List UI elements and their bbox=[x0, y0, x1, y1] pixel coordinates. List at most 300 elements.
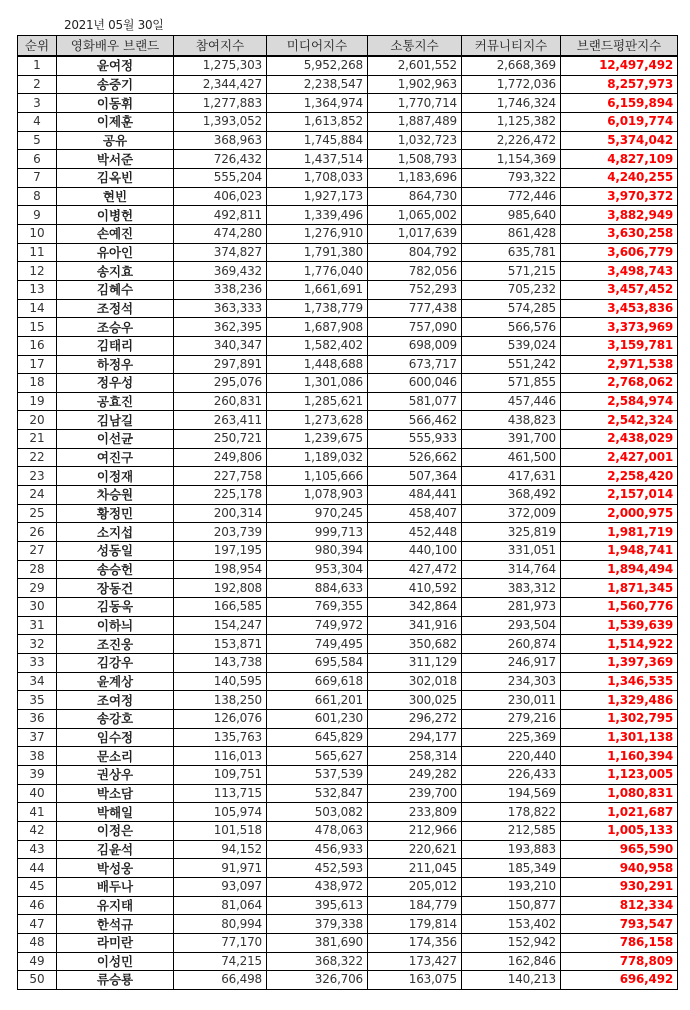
table-header-row bbox=[18, 36, 678, 57]
actor-name-cell: 김강우 bbox=[57, 654, 174, 673]
table-row bbox=[18, 318, 678, 337]
brand-index-cell: 6,019,774 bbox=[561, 112, 678, 131]
communication-cell: 294,177 bbox=[368, 728, 462, 747]
brand-index-cell: 2,427,001 bbox=[561, 448, 678, 467]
brand-index-cell: 3,453,836 bbox=[561, 299, 678, 318]
actor-name-cell: 이하늬 bbox=[57, 616, 174, 635]
community-cell: 193,210 bbox=[462, 877, 561, 896]
media-cell: 5,952,268 bbox=[267, 56, 368, 75]
community-cell: 574,285 bbox=[462, 299, 561, 318]
media-cell: 1,582,402 bbox=[267, 336, 368, 355]
media-cell: 769,355 bbox=[267, 598, 368, 617]
table-row bbox=[18, 821, 678, 840]
communication-cell: 300,025 bbox=[368, 691, 462, 710]
communication-cell: 179,814 bbox=[368, 915, 462, 934]
participation-cell: 91,971 bbox=[174, 859, 267, 878]
actor-name-cell: 유아인 bbox=[57, 243, 174, 262]
brand-index-cell: 1,871,345 bbox=[561, 579, 678, 598]
rank-cell: 6 bbox=[18, 150, 57, 169]
communication-cell: 777,438 bbox=[368, 299, 462, 318]
media-cell: 601,230 bbox=[267, 709, 368, 728]
actor-name-cell: 윤여정 bbox=[57, 56, 174, 75]
table-row bbox=[18, 915, 678, 934]
participation-cell: 200,314 bbox=[174, 504, 267, 523]
brand-index-cell: 1,514,922 bbox=[561, 635, 678, 654]
brand-index-cell: 6,159,894 bbox=[561, 94, 678, 113]
table-row bbox=[18, 336, 678, 355]
table-row bbox=[18, 392, 678, 411]
communication-cell: 600,046 bbox=[368, 374, 462, 393]
media-cell: 1,273,628 bbox=[267, 411, 368, 430]
table-row bbox=[18, 672, 678, 691]
brand-index-cell: 696,492 bbox=[561, 971, 678, 990]
participation-cell: 363,333 bbox=[174, 299, 267, 318]
participation-cell: 406,023 bbox=[174, 187, 267, 206]
community-cell: 635,781 bbox=[462, 243, 561, 262]
media-cell: 395,613 bbox=[267, 896, 368, 915]
rank-cell: 4 bbox=[18, 112, 57, 131]
communication-cell: 1,508,793 bbox=[368, 150, 462, 169]
actor-name-cell: 손예진 bbox=[57, 224, 174, 243]
media-cell: 749,495 bbox=[267, 635, 368, 654]
actor-name-cell: 박소담 bbox=[57, 784, 174, 803]
rank-cell: 35 bbox=[18, 691, 57, 710]
participation-cell: 1,393,052 bbox=[174, 112, 267, 131]
brand-index-cell: 1,160,394 bbox=[561, 747, 678, 766]
rank-cell: 25 bbox=[18, 504, 57, 523]
table-row bbox=[18, 75, 678, 94]
brand-ranking-table bbox=[17, 35, 678, 990]
table-row bbox=[18, 859, 678, 878]
brand-index-cell: 793,547 bbox=[561, 915, 678, 934]
rank-cell: 44 bbox=[18, 859, 57, 878]
community-cell: 1,125,382 bbox=[462, 112, 561, 131]
community-cell: 372,009 bbox=[462, 504, 561, 523]
brand-index-cell: 8,257,973 bbox=[561, 75, 678, 94]
communication-cell: 752,293 bbox=[368, 280, 462, 299]
rank-cell: 17 bbox=[18, 355, 57, 374]
communication-cell: 698,009 bbox=[368, 336, 462, 355]
communication-cell: 239,700 bbox=[368, 784, 462, 803]
rank-cell: 9 bbox=[18, 206, 57, 225]
community-cell: 178,822 bbox=[462, 803, 561, 822]
actor-name-cell: 박서준 bbox=[57, 150, 174, 169]
communication-cell: 555,933 bbox=[368, 430, 462, 449]
communication-cell: 2,601,552 bbox=[368, 56, 462, 75]
participation-cell: 113,715 bbox=[174, 784, 267, 803]
table-row bbox=[18, 411, 678, 430]
table-row bbox=[18, 840, 678, 859]
brand-index-cell: 1,080,831 bbox=[561, 784, 678, 803]
rank-cell: 37 bbox=[18, 728, 57, 747]
community-cell: 293,504 bbox=[462, 616, 561, 635]
actor-name-cell: 윤계상 bbox=[57, 672, 174, 691]
brand-index-cell: 4,827,109 bbox=[561, 150, 678, 169]
rank-cell: 16 bbox=[18, 336, 57, 355]
actor-name-cell: 이병헌 bbox=[57, 206, 174, 225]
communication-cell: 220,621 bbox=[368, 840, 462, 859]
community-cell: 2,226,472 bbox=[462, 131, 561, 150]
media-cell: 532,847 bbox=[267, 784, 368, 803]
table-row bbox=[18, 112, 678, 131]
media-cell: 1,078,903 bbox=[267, 486, 368, 505]
community-cell: 566,576 bbox=[462, 318, 561, 337]
actor-name-cell: 한석규 bbox=[57, 915, 174, 934]
communication-cell: 526,662 bbox=[368, 448, 462, 467]
media-cell: 661,201 bbox=[267, 691, 368, 710]
community-cell: 260,874 bbox=[462, 635, 561, 654]
header-rank: 순위 bbox=[18, 36, 57, 57]
brand-index-cell: 3,970,372 bbox=[561, 187, 678, 206]
participation-cell: 77,170 bbox=[174, 933, 267, 952]
community-cell: 551,242 bbox=[462, 355, 561, 374]
community-cell: 391,700 bbox=[462, 430, 561, 449]
participation-cell: 260,831 bbox=[174, 392, 267, 411]
brand-index-cell: 1,005,133 bbox=[561, 821, 678, 840]
brand-index-cell: 3,882,949 bbox=[561, 206, 678, 225]
media-cell: 1,661,691 bbox=[267, 280, 368, 299]
media-cell: 1,687,908 bbox=[267, 318, 368, 337]
communication-cell: 427,472 bbox=[368, 560, 462, 579]
brand-index-cell: 1,948,741 bbox=[561, 542, 678, 561]
actor-name-cell: 김혜수 bbox=[57, 280, 174, 299]
communication-cell: 1,770,714 bbox=[368, 94, 462, 113]
brand-index-cell: 786,158 bbox=[561, 933, 678, 952]
participation-cell: 74,215 bbox=[174, 952, 267, 971]
rank-cell: 33 bbox=[18, 654, 57, 673]
header-media-index: 미디어지수 bbox=[267, 36, 368, 57]
rank-cell: 27 bbox=[18, 542, 57, 561]
media-cell: 1,276,910 bbox=[267, 224, 368, 243]
community-cell: 162,846 bbox=[462, 952, 561, 971]
media-cell: 970,245 bbox=[267, 504, 368, 523]
communication-cell: 1,902,963 bbox=[368, 75, 462, 94]
brand-index-cell: 3,457,452 bbox=[561, 280, 678, 299]
table-row bbox=[18, 467, 678, 486]
actor-name-cell: 현빈 bbox=[57, 187, 174, 206]
table-row bbox=[18, 896, 678, 915]
communication-cell: 258,314 bbox=[368, 747, 462, 766]
rank-cell: 39 bbox=[18, 765, 57, 784]
community-cell: 438,823 bbox=[462, 411, 561, 430]
community-cell: 571,855 bbox=[462, 374, 561, 393]
table-row bbox=[18, 243, 678, 262]
media-cell: 884,633 bbox=[267, 579, 368, 598]
actor-name-cell: 송강호 bbox=[57, 709, 174, 728]
actor-name-cell: 이성민 bbox=[57, 952, 174, 971]
community-cell: 226,433 bbox=[462, 765, 561, 784]
header-brand-reputation-index: 브랜드평판지수 bbox=[561, 36, 678, 57]
participation-cell: 250,721 bbox=[174, 430, 267, 449]
actor-name-cell: 김태리 bbox=[57, 336, 174, 355]
community-cell: 331,051 bbox=[462, 542, 561, 561]
participation-cell: 726,432 bbox=[174, 150, 267, 169]
community-cell: 220,440 bbox=[462, 747, 561, 766]
report-date: 2021년 05월 30일 bbox=[64, 18, 164, 32]
actor-name-cell: 이정재 bbox=[57, 467, 174, 486]
rank-cell: 13 bbox=[18, 280, 57, 299]
communication-cell: 163,075 bbox=[368, 971, 462, 990]
participation-cell: 192,808 bbox=[174, 579, 267, 598]
table-row bbox=[18, 262, 678, 281]
table-row bbox=[18, 168, 678, 187]
rank-cell: 21 bbox=[18, 430, 57, 449]
actor-name-cell: 소지섭 bbox=[57, 523, 174, 542]
actor-name-cell: 배두나 bbox=[57, 877, 174, 896]
table-row bbox=[18, 504, 678, 523]
community-cell: 705,232 bbox=[462, 280, 561, 299]
actor-name-cell: 박해일 bbox=[57, 803, 174, 822]
brand-index-cell: 1,021,687 bbox=[561, 803, 678, 822]
community-cell: 571,215 bbox=[462, 262, 561, 281]
header-participation-index: 참여지수 bbox=[174, 36, 267, 57]
brand-index-cell: 2,000,975 bbox=[561, 504, 678, 523]
participation-cell: 362,395 bbox=[174, 318, 267, 337]
rank-cell: 31 bbox=[18, 616, 57, 635]
rank-cell: 43 bbox=[18, 840, 57, 859]
table-row bbox=[18, 877, 678, 896]
rank-cell: 15 bbox=[18, 318, 57, 337]
communication-cell: 1,887,489 bbox=[368, 112, 462, 131]
table-row bbox=[18, 765, 678, 784]
community-cell: 772,446 bbox=[462, 187, 561, 206]
communication-cell: 440,100 bbox=[368, 542, 462, 561]
rank-cell: 49 bbox=[18, 952, 57, 971]
actor-name-cell: 임수정 bbox=[57, 728, 174, 747]
communication-cell: 864,730 bbox=[368, 187, 462, 206]
communication-cell: 233,809 bbox=[368, 803, 462, 822]
table-row bbox=[18, 579, 678, 598]
actor-name-cell: 여진구 bbox=[57, 448, 174, 467]
community-cell: 325,819 bbox=[462, 523, 561, 542]
media-cell: 379,338 bbox=[267, 915, 368, 934]
rank-cell: 41 bbox=[18, 803, 57, 822]
actor-name-cell: 김옥빈 bbox=[57, 168, 174, 187]
table-row bbox=[18, 654, 678, 673]
participation-cell: 81,064 bbox=[174, 896, 267, 915]
brand-index-cell: 3,606,779 bbox=[561, 243, 678, 262]
participation-cell: 295,076 bbox=[174, 374, 267, 393]
table-row bbox=[18, 709, 678, 728]
brand-index-cell: 3,159,781 bbox=[561, 336, 678, 355]
community-cell: 539,024 bbox=[462, 336, 561, 355]
table-row bbox=[18, 616, 678, 635]
brand-index-cell: 12,497,492 bbox=[561, 56, 678, 75]
rank-cell: 19 bbox=[18, 392, 57, 411]
media-cell: 1,738,779 bbox=[267, 299, 368, 318]
participation-cell: 368,963 bbox=[174, 131, 267, 150]
actor-name-cell: 차승원 bbox=[57, 486, 174, 505]
actor-name-cell: 송중기 bbox=[57, 75, 174, 94]
participation-cell: 474,280 bbox=[174, 224, 267, 243]
actor-name-cell: 송승헌 bbox=[57, 560, 174, 579]
community-cell: 461,500 bbox=[462, 448, 561, 467]
rank-cell: 2 bbox=[18, 75, 57, 94]
community-cell: 383,312 bbox=[462, 579, 561, 598]
participation-cell: 555,204 bbox=[174, 168, 267, 187]
rank-cell: 3 bbox=[18, 94, 57, 113]
rank-cell: 1 bbox=[18, 56, 57, 75]
rank-cell: 29 bbox=[18, 579, 57, 598]
media-cell: 1,301,086 bbox=[267, 374, 368, 393]
table-row bbox=[18, 299, 678, 318]
community-cell: 314,764 bbox=[462, 560, 561, 579]
communication-cell: 302,018 bbox=[368, 672, 462, 691]
media-cell: 1,927,173 bbox=[267, 187, 368, 206]
actor-name-cell: 하정우 bbox=[57, 355, 174, 374]
participation-cell: 369,432 bbox=[174, 262, 267, 281]
participation-cell: 135,763 bbox=[174, 728, 267, 747]
rank-cell: 26 bbox=[18, 523, 57, 542]
communication-cell: 249,282 bbox=[368, 765, 462, 784]
communication-cell: 212,966 bbox=[368, 821, 462, 840]
brand-index-cell: 3,498,743 bbox=[561, 262, 678, 281]
participation-cell: 203,739 bbox=[174, 523, 267, 542]
communication-cell: 350,682 bbox=[368, 635, 462, 654]
participation-cell: 93,097 bbox=[174, 877, 267, 896]
brand-index-cell: 2,438,029 bbox=[561, 430, 678, 449]
participation-cell: 80,994 bbox=[174, 915, 267, 934]
participation-cell: 338,236 bbox=[174, 280, 267, 299]
community-cell: 150,877 bbox=[462, 896, 561, 915]
participation-cell: 197,195 bbox=[174, 542, 267, 561]
media-cell: 953,304 bbox=[267, 560, 368, 579]
actor-name-cell: 조진웅 bbox=[57, 635, 174, 654]
communication-cell: 507,364 bbox=[368, 467, 462, 486]
rank-cell: 34 bbox=[18, 672, 57, 691]
rank-cell: 10 bbox=[18, 224, 57, 243]
communication-cell: 566,462 bbox=[368, 411, 462, 430]
communication-cell: 1,032,723 bbox=[368, 131, 462, 150]
actor-name-cell: 황정민 bbox=[57, 504, 174, 523]
community-cell: 2,668,369 bbox=[462, 56, 561, 75]
communication-cell: 458,407 bbox=[368, 504, 462, 523]
header-communication-index: 소통지수 bbox=[368, 36, 462, 57]
media-cell: 980,394 bbox=[267, 542, 368, 561]
rank-cell: 47 bbox=[18, 915, 57, 934]
table-row bbox=[18, 784, 678, 803]
participation-cell: 492,811 bbox=[174, 206, 267, 225]
community-cell: 281,973 bbox=[462, 598, 561, 617]
community-cell: 1,154,369 bbox=[462, 150, 561, 169]
table-row bbox=[18, 224, 678, 243]
brand-index-cell: 778,809 bbox=[561, 952, 678, 971]
community-cell: 793,322 bbox=[462, 168, 561, 187]
community-cell: 1,746,324 bbox=[462, 94, 561, 113]
actor-name-cell: 김동욱 bbox=[57, 598, 174, 617]
communication-cell: 782,056 bbox=[368, 262, 462, 281]
actor-name-cell: 조정석 bbox=[57, 299, 174, 318]
community-cell: 153,402 bbox=[462, 915, 561, 934]
rank-cell: 11 bbox=[18, 243, 57, 262]
actor-name-cell: 공유 bbox=[57, 131, 174, 150]
brand-index-cell: 3,373,969 bbox=[561, 318, 678, 337]
communication-cell: 211,045 bbox=[368, 859, 462, 878]
participation-cell: 263,411 bbox=[174, 411, 267, 430]
community-cell: 212,585 bbox=[462, 821, 561, 840]
table-row bbox=[18, 560, 678, 579]
brand-index-cell: 930,291 bbox=[561, 877, 678, 896]
media-cell: 1,708,033 bbox=[267, 168, 368, 187]
actor-name-cell: 박성웅 bbox=[57, 859, 174, 878]
rank-cell: 30 bbox=[18, 598, 57, 617]
table-row bbox=[18, 598, 678, 617]
media-cell: 326,706 bbox=[267, 971, 368, 990]
media-cell: 381,690 bbox=[267, 933, 368, 952]
participation-cell: 227,758 bbox=[174, 467, 267, 486]
table-row bbox=[18, 374, 678, 393]
community-cell: 246,917 bbox=[462, 654, 561, 673]
rank-cell: 23 bbox=[18, 467, 57, 486]
media-cell: 749,972 bbox=[267, 616, 368, 635]
actor-name-cell: 유지태 bbox=[57, 896, 174, 915]
actor-name-cell: 라미란 bbox=[57, 933, 174, 952]
communication-cell: 1,017,639 bbox=[368, 224, 462, 243]
table-row bbox=[18, 691, 678, 710]
actor-name-cell: 이선균 bbox=[57, 430, 174, 449]
communication-cell: 410,592 bbox=[368, 579, 462, 598]
participation-cell: 2,344,427 bbox=[174, 75, 267, 94]
table-row bbox=[18, 635, 678, 654]
media-cell: 2,238,547 bbox=[267, 75, 368, 94]
participation-cell: 105,974 bbox=[174, 803, 267, 822]
media-cell: 695,584 bbox=[267, 654, 368, 673]
participation-cell: 297,891 bbox=[174, 355, 267, 374]
community-cell: 194,569 bbox=[462, 784, 561, 803]
participation-cell: 138,250 bbox=[174, 691, 267, 710]
media-cell: 503,082 bbox=[267, 803, 368, 822]
table-row bbox=[18, 206, 678, 225]
table-row bbox=[18, 355, 678, 374]
participation-cell: 126,076 bbox=[174, 709, 267, 728]
brand-index-cell: 2,542,324 bbox=[561, 411, 678, 430]
brand-index-cell: 1,329,486 bbox=[561, 691, 678, 710]
actor-name-cell: 조승우 bbox=[57, 318, 174, 337]
participation-cell: 94,152 bbox=[174, 840, 267, 859]
rank-cell: 48 bbox=[18, 933, 57, 952]
participation-cell: 140,595 bbox=[174, 672, 267, 691]
brand-index-cell: 1,894,494 bbox=[561, 560, 678, 579]
table-row bbox=[18, 131, 678, 150]
community-cell: 140,213 bbox=[462, 971, 561, 990]
brand-index-cell: 4,240,255 bbox=[561, 168, 678, 187]
media-cell: 669,618 bbox=[267, 672, 368, 691]
participation-cell: 101,518 bbox=[174, 821, 267, 840]
communication-cell: 757,090 bbox=[368, 318, 462, 337]
rank-cell: 40 bbox=[18, 784, 57, 803]
media-cell: 1,239,675 bbox=[267, 430, 368, 449]
rank-cell: 24 bbox=[18, 486, 57, 505]
rank-cell: 45 bbox=[18, 877, 57, 896]
rank-cell: 22 bbox=[18, 448, 57, 467]
rank-cell: 36 bbox=[18, 709, 57, 728]
participation-cell: 143,738 bbox=[174, 654, 267, 673]
communication-cell: 484,441 bbox=[368, 486, 462, 505]
media-cell: 1,189,032 bbox=[267, 448, 368, 467]
participation-cell: 153,871 bbox=[174, 635, 267, 654]
media-cell: 1,776,040 bbox=[267, 262, 368, 281]
media-cell: 1,105,666 bbox=[267, 467, 368, 486]
rank-cell: 28 bbox=[18, 560, 57, 579]
communication-cell: 581,077 bbox=[368, 392, 462, 411]
brand-index-cell: 2,768,062 bbox=[561, 374, 678, 393]
communication-cell: 804,792 bbox=[368, 243, 462, 262]
participation-cell: 374,827 bbox=[174, 243, 267, 262]
actor-name-cell: 류승룡 bbox=[57, 971, 174, 990]
rank-cell: 5 bbox=[18, 131, 57, 150]
media-cell: 1,285,621 bbox=[267, 392, 368, 411]
actor-name-cell: 조여정 bbox=[57, 691, 174, 710]
